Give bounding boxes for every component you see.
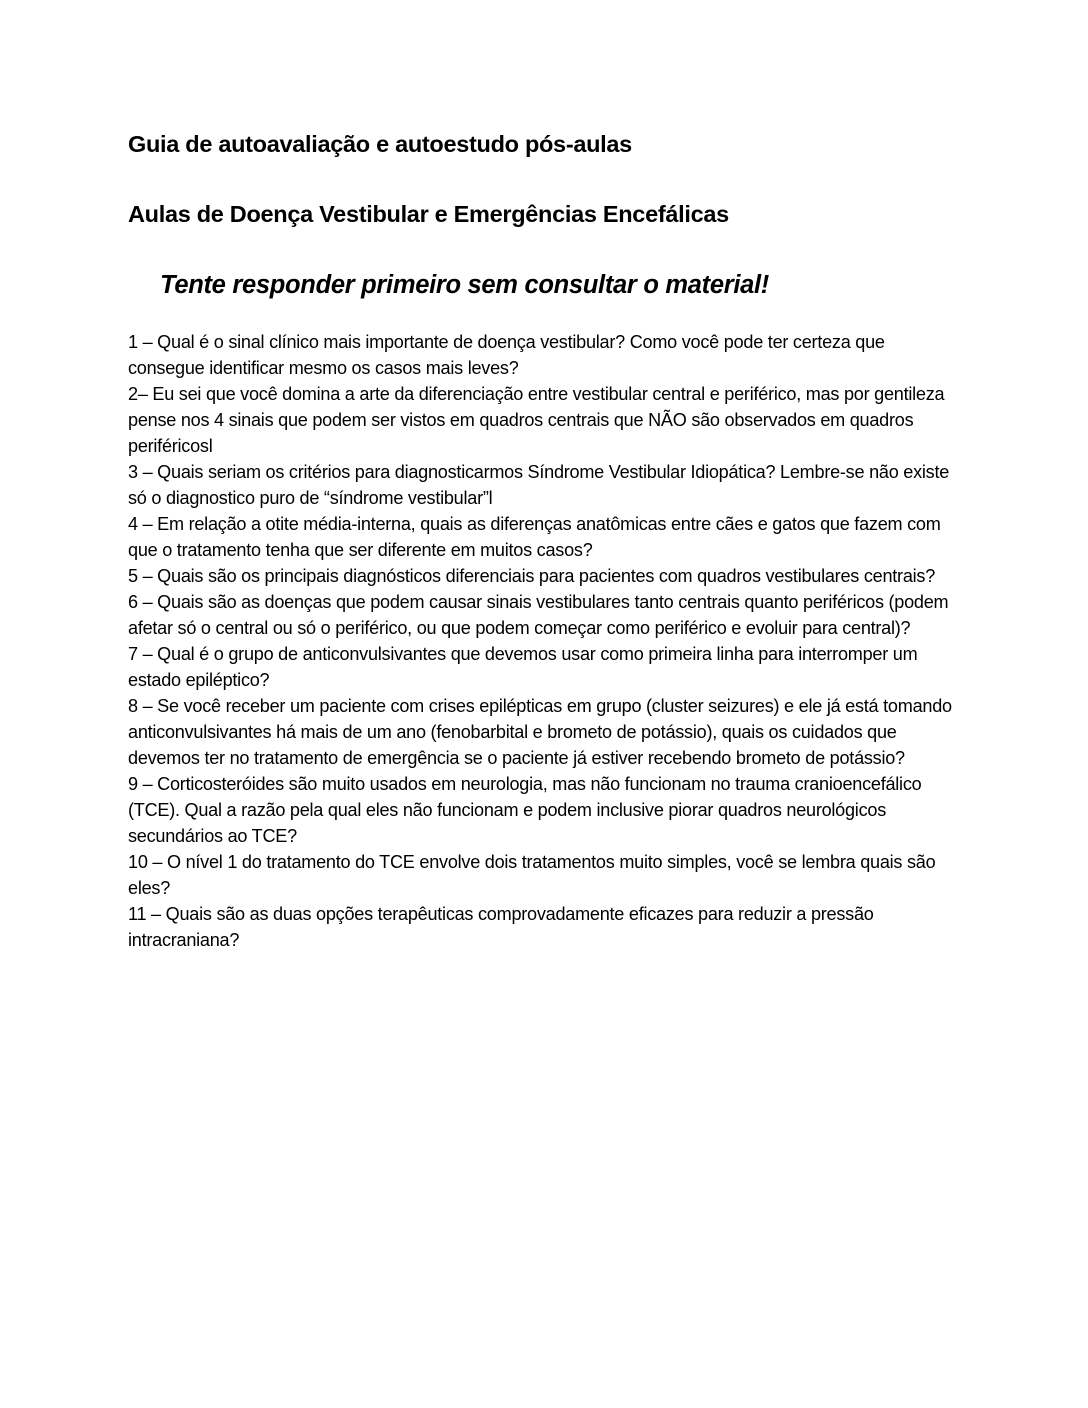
question-item: 1 – Qual é o sinal clínico mais importante de doença vestibular? Como você pode ter certeza que consegue identificar mesmo os casos mais leves? [128, 332, 885, 378]
question-item: 8 – Se você receber um paciente com crises epilépticas em grupo (cluster seizures) e ele já está tomando anticonvulsivantes há mais de um ano (fenobarbital e brometo de potássio), quais os cuidados que devemos ter no tratamento de emergência se o paciente já estiver recebendo brometo de potássio? [128, 696, 952, 768]
question-item: 3 – Quais seriam os critérios para diagnosticarmos Síndrome Vestibular Idiopática? Lembre-se não existe só o diagnostico puro de “síndrome vestibular”l [128, 462, 950, 508]
question-item: 7 – Qual é o grupo de anticonvulsivantes que devemos usar como primeira linha para interromper um estado epiléptico? [128, 644, 918, 690]
question-item: 6 – Quais são as doenças que podem causar sinais vestibulares tanto centrais quanto periféricos (podem afetar só o central ou só o periférico, ou que podem começar como periférico e evoluir para central)? [128, 592, 949, 638]
document-title: Guia de autoavaliação e autoestudo pós-aulas [128, 131, 632, 157]
question-item: 5 – Quais são os principais diagnósticos diferenciais para pacientes com quadros vestibulares centrais? [128, 566, 936, 586]
question-item: 9 – Corticosteróides são muito usados em neurologia, mas não funcionam no trauma cranioencefálico (TCE). Qual a razão pela qual eles não funcionam e podem inclusive piorar quadros neurológicos secundários ao TCE? [128, 774, 922, 846]
question-item: 11 – Quais são as duas opções terapêuticas comprovadamente eficazes para reduzir a pressão intracraniana? [128, 904, 874, 950]
question-item: 4 – Em relação a otite média-interna, quais as diferenças anatômicas entre cães e gatos que fazem com que o tratamento tenha que ser diferente em muitos casos? [128, 514, 941, 560]
question-item: 2– Eu sei que você domina a arte da diferenciação entre vestibular central e periférico, mas por gentileza pense nos 4 sinais que podem ser vistos em quadros centrais que NÃO são observados em quadros periféricosl [128, 384, 945, 456]
question-list [128, 329, 958, 953]
document-instruction: Tente responder primeiro sem consultar o material! [160, 271, 769, 299]
document-course-title: Aulas de Doença Vestibular e Emergências Encefálicas [128, 201, 729, 227]
question-item: 10 – O nível 1 do tratamento do TCE envolve dois tratamentos muito simples, você se lembra quais são eles? [128, 852, 936, 898]
